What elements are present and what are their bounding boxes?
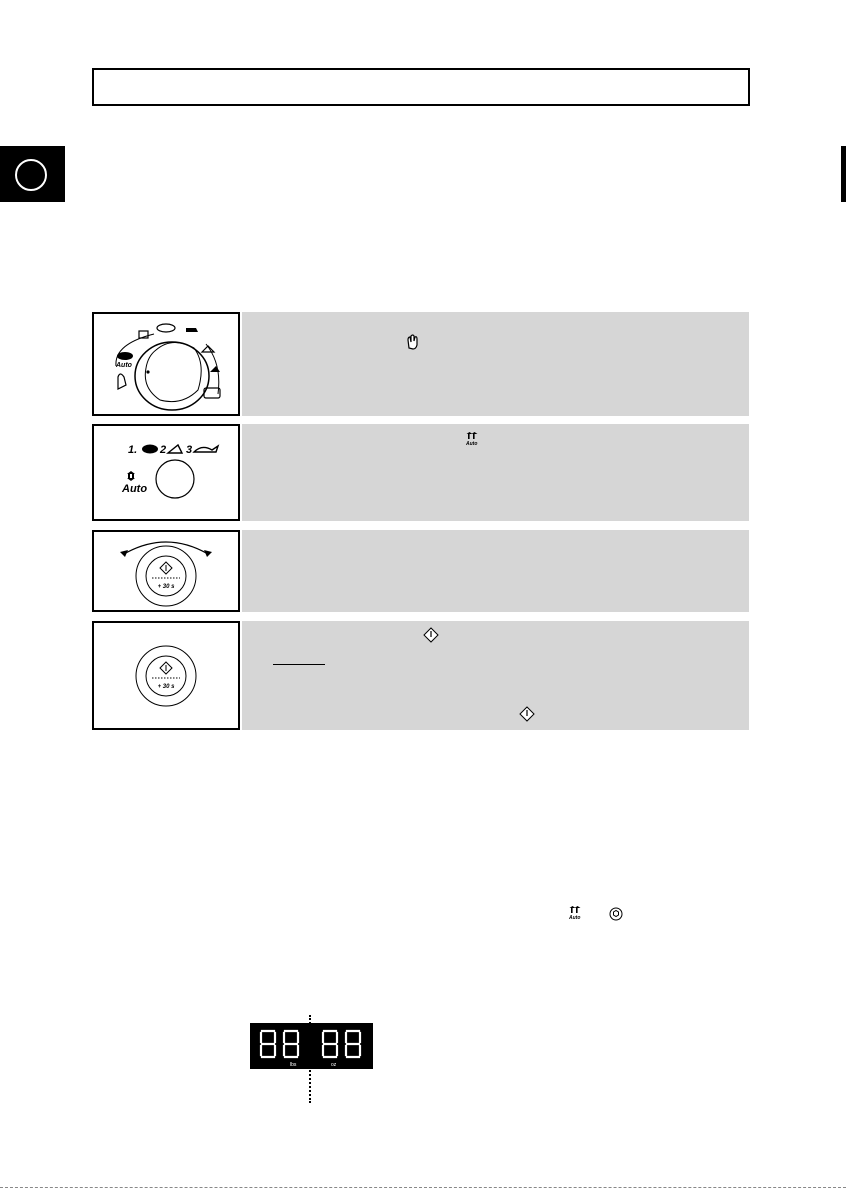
section-tab — [0, 146, 65, 202]
edge-marker — [841, 146, 846, 202]
hand-weight-icon — [406, 334, 420, 350]
start-icon — [423, 627, 439, 643]
start-icon — [519, 706, 535, 722]
step-3-panel — [242, 530, 749, 612]
tab-circle-icon — [15, 159, 47, 191]
svg-text:Auto: Auto — [466, 441, 478, 446]
display-divider-line — [309, 1015, 311, 1103]
start-button-icon — [92, 621, 240, 730]
step-3-knob-label: + 30 s — [157, 584, 175, 590]
unit-oz-label: oz — [331, 1062, 337, 1068]
page-bottom-rule — [0, 1187, 846, 1188]
weight-display — [250, 1023, 373, 1069]
step-2-num-1: 1. — [128, 444, 138, 456]
svg-text:Auto: Auto — [116, 362, 132, 369]
step-4-knob-label: + 30 s — [157, 684, 175, 690]
auto-defrost-button-icon — [92, 424, 240, 521]
step-2-panel — [242, 424, 749, 521]
step-2-num-3: 3 — [186, 444, 193, 456]
auto-defrost-icon — [465, 432, 479, 446]
step-1-panel — [242, 312, 749, 416]
rotary-knob-turn-icon — [92, 530, 240, 612]
page-title-box — [92, 68, 750, 106]
step-4-panel — [242, 621, 749, 730]
step-2-num-2: 2 — [160, 444, 167, 456]
auto-defrost-icon — [568, 906, 582, 920]
step-2-auto-label: Auto — [122, 483, 148, 495]
step-4 — [92, 621, 749, 730]
stop-icon — [609, 907, 623, 921]
mode-dial-icon — [92, 312, 240, 416]
svg-text:Auto: Auto — [569, 915, 581, 920]
step-3 — [92, 530, 749, 612]
unit-lbs-label: lbs — [290, 1062, 297, 1068]
step-1 — [92, 312, 749, 416]
step-2 — [92, 424, 749, 521]
note-underline — [273, 664, 325, 665]
